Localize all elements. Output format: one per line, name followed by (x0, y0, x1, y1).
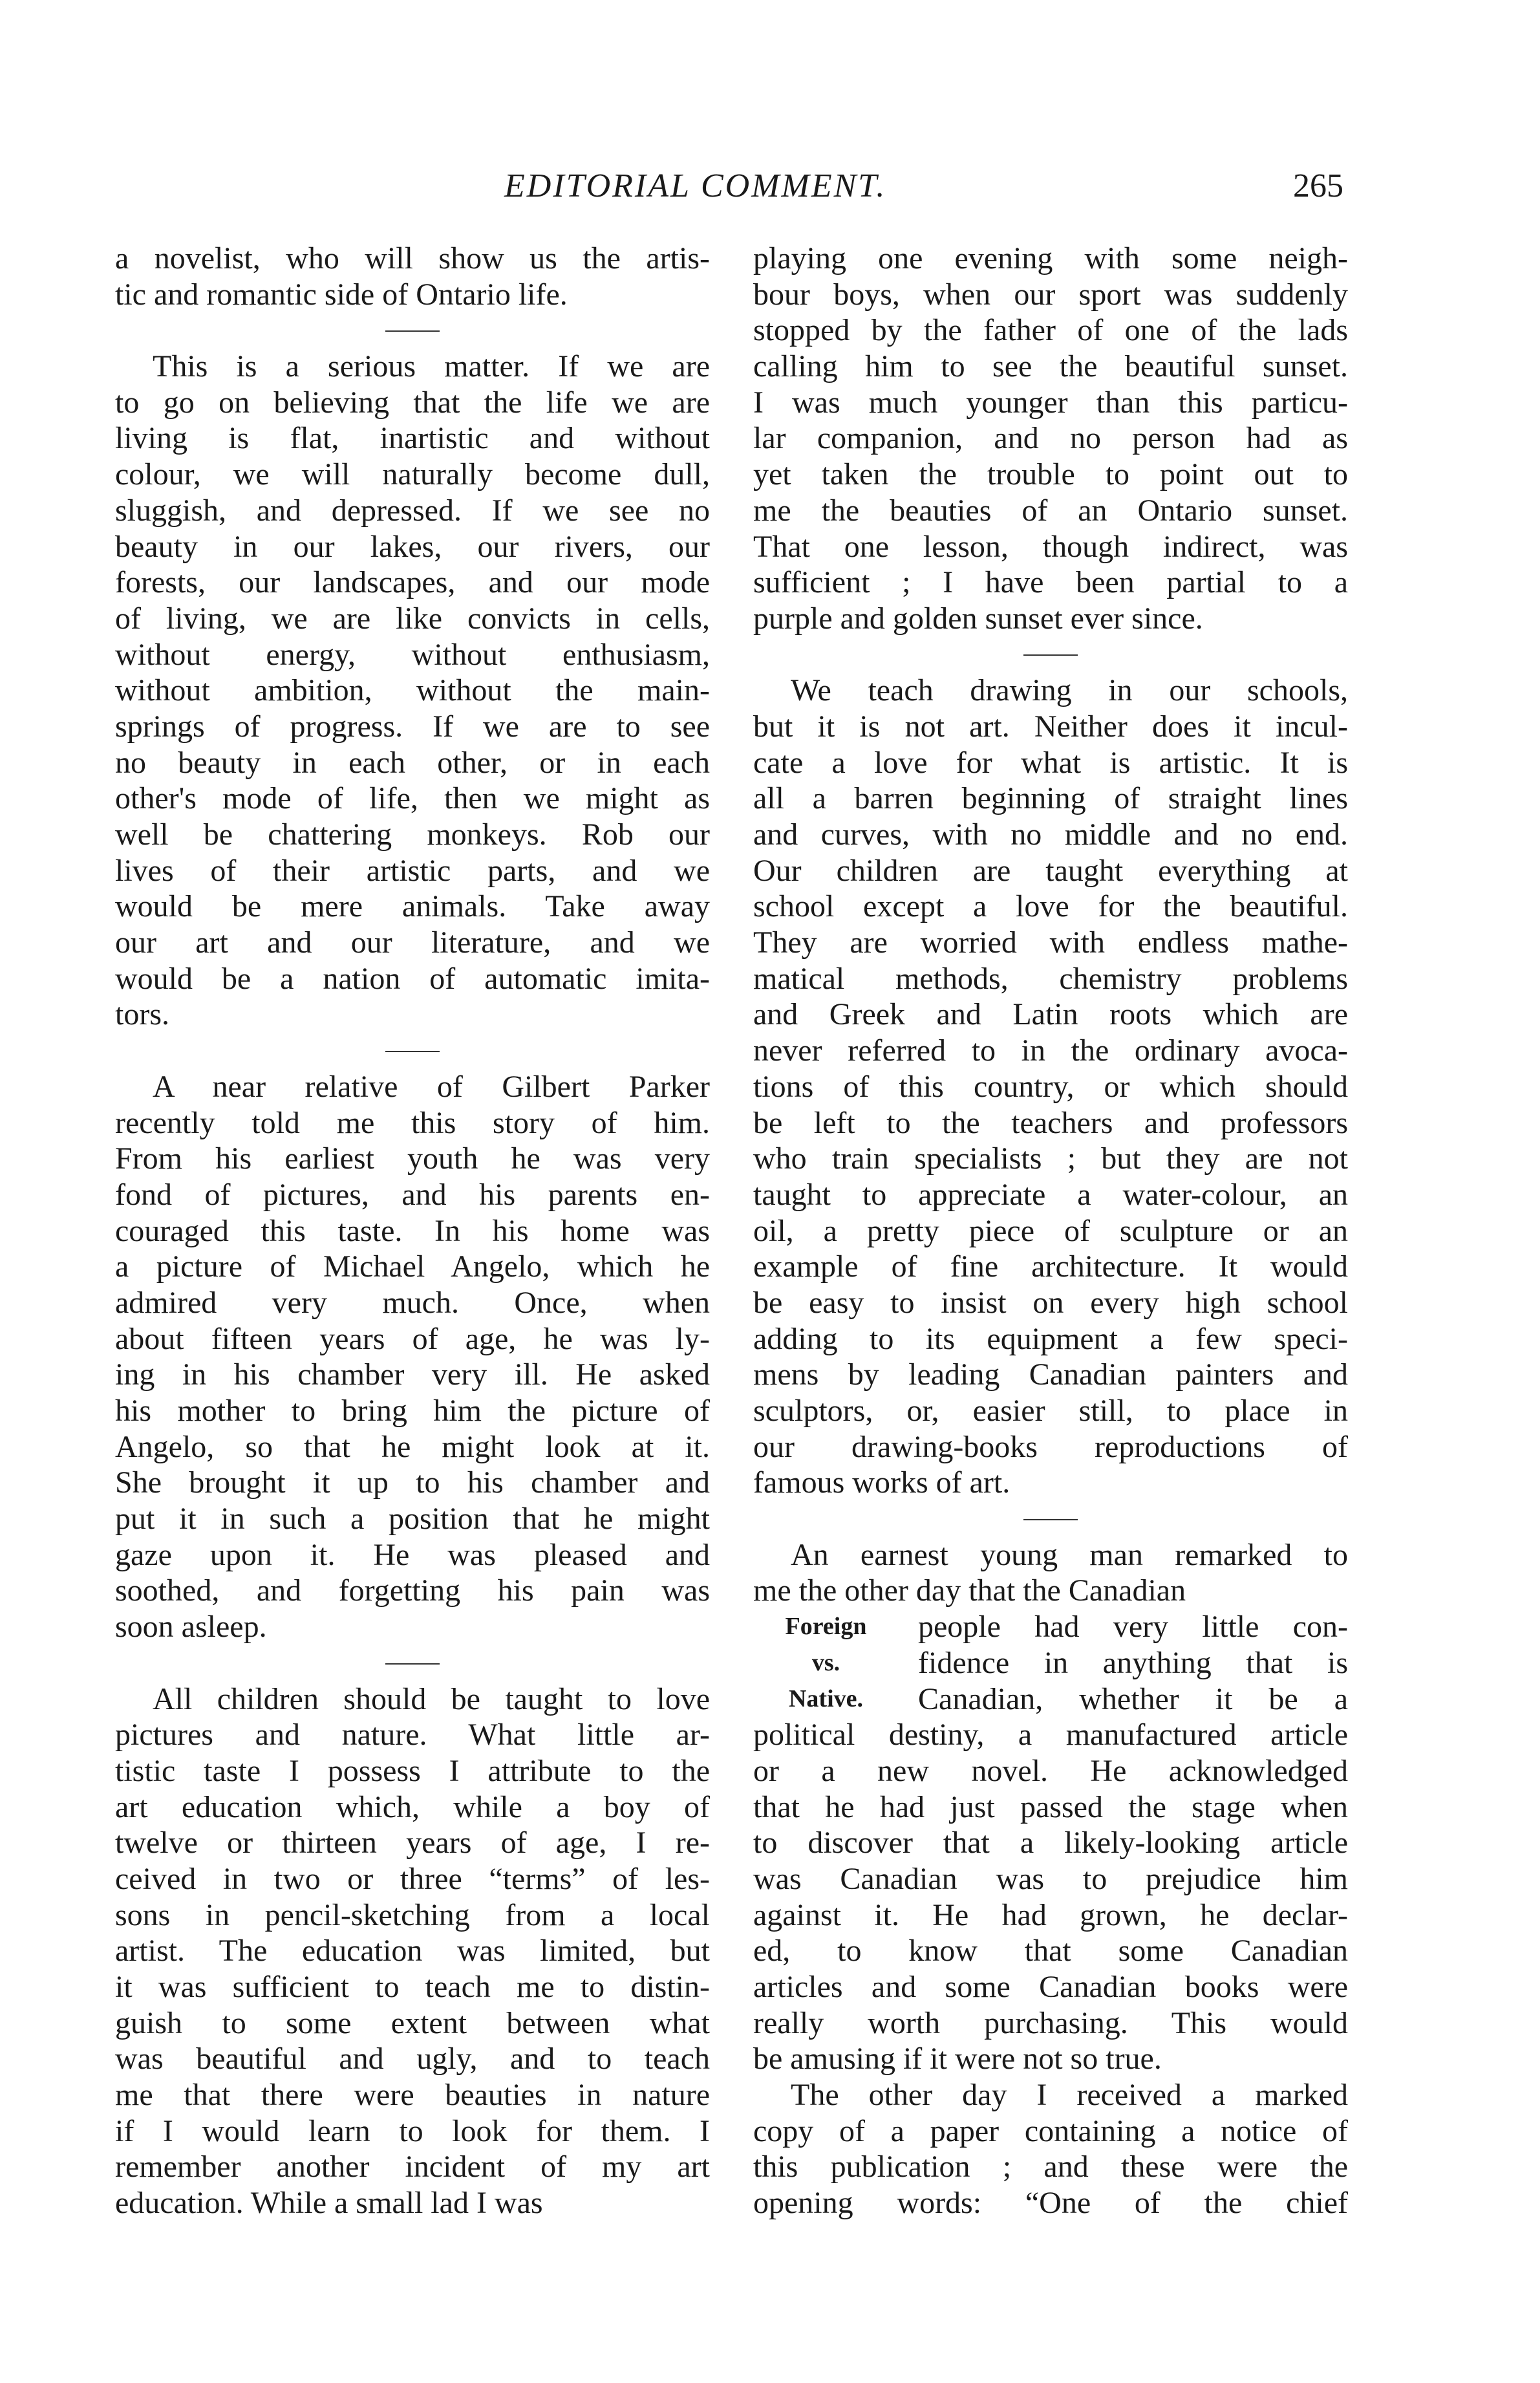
text-line: springs of progress. If we are to see (115, 709, 710, 744)
text-line: beauty in our lakes, our rivers, our (115, 529, 710, 564)
text-line: opening words: “One of the chief (753, 2186, 1348, 2221)
text-line: without energy, without enthusiasm, (115, 637, 710, 672)
text-line: I was much younger than this particu- (753, 385, 1348, 420)
text-line: twelve or thirteen years of age, I re- (115, 1826, 710, 1860)
text-line: fidence in anything that is (918, 1645, 1348, 1680)
text-line: other's mode of life, then we might as (115, 781, 710, 816)
text-line: to go on believing that the life we are (115, 385, 710, 420)
left-column (115, 241, 710, 2221)
text-line: cate a love for what is artistic. It is (753, 745, 1348, 780)
margin-sidenote (753, 1609, 899, 1717)
text-line: A near relative of Gilbert Parker (153, 1069, 710, 1104)
sidenote-line: Foreign (785, 1613, 867, 1641)
running-title: EDITORIAL COMMENT. (504, 167, 887, 204)
text-line: bour boys, when our sport was suddenly (753, 277, 1348, 312)
text-line: Our children are taught everything at (753, 853, 1348, 888)
text-line: Canadian, whether it be a (918, 1681, 1348, 1716)
text-line: All children should be taught to love (153, 1681, 710, 1716)
text-line: put it in such a position that he might (115, 1502, 710, 1537)
text-line: and Greek and Latin roots which are (753, 997, 1348, 1032)
section-divider (115, 1645, 710, 1681)
text-line: The other day I received a marked (791, 2078, 1348, 2113)
text-line: tic and romantic side of Ontario life. (115, 277, 568, 312)
text-line: to discover that a likely-looking article (753, 1826, 1348, 1860)
section-divider (753, 637, 1348, 673)
text-line: They are worried with endless mathe- (753, 925, 1348, 960)
text-line: admired very much. Once, when (115, 1285, 710, 1320)
text-line: well be chattering monkeys. Rob our (115, 817, 710, 852)
text-line: would be mere animals. Take away (115, 889, 710, 924)
text-line: or a new novel. He acknowledged (753, 1753, 1348, 1788)
text-line: would be a nation of automatic imita- (115, 961, 710, 996)
text-line: articles and some Canadian books were (753, 1970, 1348, 2004)
text-line: artist. The education was limited, but (115, 1934, 710, 1968)
text-line: our drawing-books reproductions of (753, 1429, 1348, 1464)
text-line: An earnest young man remarked to (791, 1537, 1348, 1572)
text-line: who train specialists ; but they are not (753, 1141, 1348, 1176)
text-line: playing one evening with some neigh- (753, 241, 1348, 275)
text-line: yet taken the trouble to point out to (753, 457, 1348, 492)
text-line: never referred to in the ordinary avoca- (753, 1033, 1348, 1068)
text-line: all a barren beginning of straight lines (753, 781, 1348, 816)
text-line: tions of this country, or which should (753, 1069, 1348, 1104)
sidenote-line: vs. (811, 1648, 840, 1676)
text-line: me the other day that the Canadian (753, 1573, 1186, 1608)
text-line: lives of their artistic parts, and we (115, 853, 710, 888)
text-line: Angelo, so that he might look at it. (115, 1429, 710, 1464)
text-line: purple and golden sunset ever since. (753, 601, 1203, 636)
text-line: if I would learn to look for them. I (115, 2113, 710, 2148)
text-line: pictures and nature. What little ar- (115, 1718, 710, 1752)
text-line: a picture of Michael Angelo, which he (115, 1249, 710, 1284)
text-line: fond of pictures, and his parents en- (115, 1177, 710, 1212)
text-line: it was sufficient to teach me to distin- (115, 1970, 710, 2004)
text-line: without ambition, without the main- (115, 673, 710, 708)
text-line: lar companion, and no person had as (753, 421, 1348, 456)
text-line: be easy to insist on every high school (753, 1285, 1348, 1320)
text-line: of living, we are like convicts in cells, (115, 601, 710, 636)
text-line: and curves, with no middle and no end. (753, 817, 1348, 852)
text-line: soon asleep. (115, 1610, 267, 1644)
text-line: sons in pencil-sketching from a local (115, 1897, 710, 1932)
text-line: our art and our literature, and we (115, 925, 710, 960)
text-line: soothed, and forgetting his pain was (115, 1573, 710, 1608)
sidenote-block (753, 1609, 1348, 1717)
text-line: about fifteen years of age, he was ly- (115, 1321, 710, 1356)
section-divider (115, 1033, 710, 1069)
text-line: From his earliest youth he was very (115, 1141, 710, 1176)
text-line: was beautiful and ugly, and to teach (115, 2042, 710, 2076)
text-line: adding to its equipment a few speci- (753, 1321, 1348, 1356)
text-line: really worth purchasing. This would (753, 2005, 1348, 2040)
text-line: this publication ; and these were the (753, 2150, 1348, 2184)
text-line: but it is not art. Neither does it incul- (753, 709, 1348, 744)
text-line: recently told me this story of him. (115, 1105, 710, 1140)
text-line: no beauty in each other, or in each (115, 745, 710, 780)
text-line: a novelist, who will show us the artis- (115, 241, 710, 275)
text-line: people had very little con- (918, 1610, 1348, 1644)
text-line: me that there were beauties in nature (115, 2078, 710, 2113)
text-line: matical methods, chemistry problems (753, 961, 1348, 996)
text-line: oil, a pretty piece of sculpture or an (753, 1213, 1348, 1248)
text-line: education. While a small lad I was (115, 2186, 543, 2221)
text-line: sluggish, and depressed. If we see no (115, 493, 710, 528)
text-line: tistic taste I possess I attribute to the (115, 1753, 710, 1788)
text-line: colour, we will naturally become dull, (115, 457, 710, 492)
text-line: calling him to see the beautiful sunset. (753, 349, 1348, 384)
text-line: ing in his chamber very ill. He asked (115, 1357, 710, 1392)
text-line: art education which, while a boy of (115, 1789, 710, 1824)
page-number: 265 (1293, 167, 1343, 204)
text-line: forests, our landscapes, and our mode (115, 565, 710, 600)
section-divider (753, 1501, 1348, 1537)
text-line: ed, to know that some Canadian (753, 1934, 1348, 1968)
text-line: This is a serious matter. If we are (153, 349, 710, 384)
text-line: guish to some extent between what (115, 2005, 710, 2040)
text-line: copy of a paper containing a notice of (753, 2113, 1348, 2148)
text-line: That one lesson, though indirect, was (753, 529, 1348, 564)
text-line: school except a love for the beautiful. (753, 889, 1348, 924)
text-line: living is flat, inartistic and without (115, 421, 710, 456)
right-column (753, 241, 1348, 2221)
text-line: be left to the teachers and professors (753, 1105, 1348, 1140)
text-line: his mother to bring him the picture of (115, 1394, 710, 1428)
text-line: that he had just passed the stage when (753, 1789, 1348, 1824)
text-line: She brought it up to his chamber and (115, 1465, 710, 1500)
text-line: sculptors, or, easier still, to place in (753, 1394, 1348, 1428)
text-line: political destiny, a manufactured article (753, 1718, 1348, 1752)
text-line: me the beauties of an Ontario sunset. (753, 493, 1348, 528)
text-line: ceived in two or three “terms” of les- (115, 1861, 710, 1896)
sidenote-line: Native. (788, 1685, 864, 1712)
text-line: famous works of art. (753, 1465, 1011, 1500)
text-line: sufficient ; I have been partial to a (753, 565, 1348, 600)
text-line: couraged this taste. In his home was (115, 1213, 710, 1248)
text-line: We teach drawing in our schools, (791, 673, 1348, 708)
text-line: gaze upon it. He was pleased and (115, 1537, 710, 1572)
text-line: example of fine architecture. It would (753, 1249, 1348, 1284)
text-line: be amusing if it were not so true. (753, 2042, 1162, 2076)
text-line: tors. (115, 997, 169, 1032)
text-line: stopped by the father of one of the lads (753, 313, 1348, 348)
text-line: taught to appreciate a water-colour, an (753, 1177, 1348, 1212)
text-line: was Canadian was to prejudice him (753, 1861, 1348, 1896)
text-line: mens by leading Canadian painters and (753, 1357, 1348, 1392)
text-line: remember another incident of my art (115, 2150, 710, 2184)
text-line: against it. He had grown, he declar- (753, 1897, 1348, 1932)
section-divider (115, 312, 710, 349)
